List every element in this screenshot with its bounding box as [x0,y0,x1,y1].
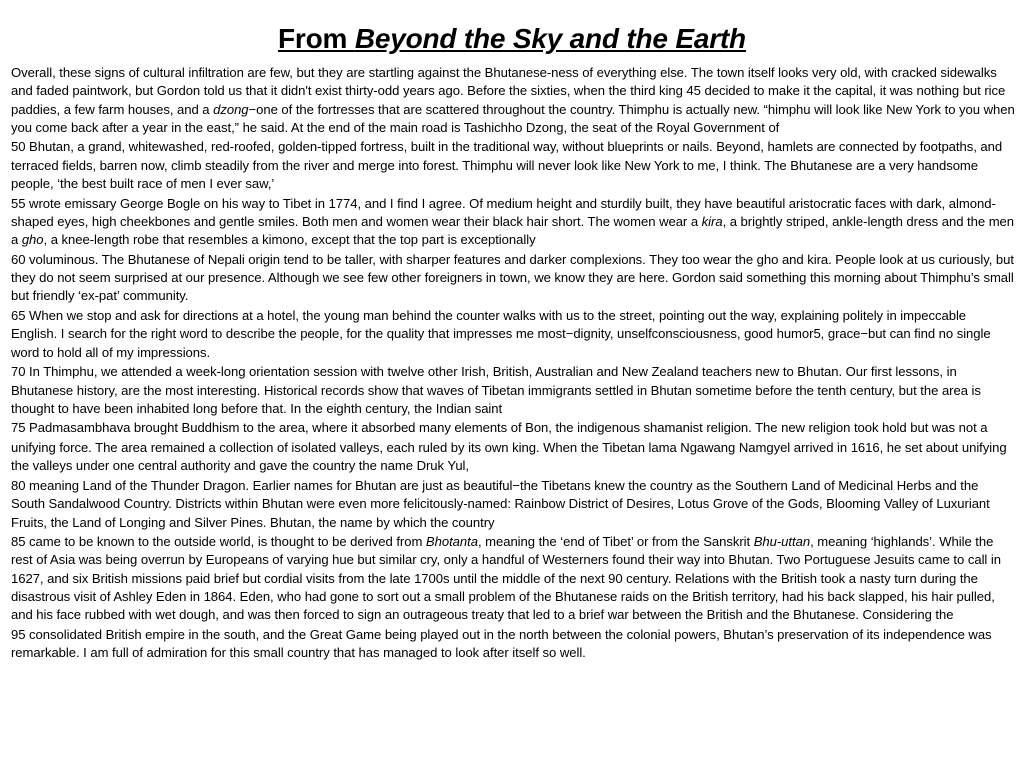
title-book-name: Beyond the Sky and the Earth [354,23,746,54]
passage-paragraph [11,307,1015,362]
paragraph-text: , meaning the ‘end of Tibet’ or from the Sanskrit [477,534,754,550]
passage-body [11,64,1015,664]
italic-term: kira [701,213,723,229]
paragraph-text: , meaning ‘highlands’. While the rest of Asia was being overrun by Europeans of varying hue but similar cry, only a handful of Westerners found their way into Bhutan. Two Portuguese Jesuits came to call in 1627, and six British missions paid brief but cordial visits from the late 1700s until the middle of the next 90 century. Relations with the British took a nasty turn during the disastrous visit of Ashley Eden in 1864. Eden, who had gone to sort out a small problem of the Bhutanese raids on the British territory, had his back slapped, his hair pulled, and his face rubbed with wet dough, and was then forced to sign an outrageous treaty that led to a brief war between the British and the Bhutanese. Considering the [11,534,1001,623]
paragraph-text: 75 Padmasambhava brought Buddhism to the area, where it absorbed many elements of Bon, the indigenous shamanist religion. The new religion took hold but was not a [11,420,988,436]
paragraph-text: , a brightly striped, ankle-length dress and the men a [11,213,1015,248]
italic-term: dzong [213,101,249,117]
italic-term: Bhu-uttan [753,534,811,550]
paragraph-text: 70 In Thimphu, we attended a week-long orientation session with twelve other Irish, British, Australian and New Zealand teachers new to Bhutan. Our first lessons, in Bhutanese history, are the most interesting. Historical records show that waves of Tibetan immigrants settled in Bhutan sometime before the tenth century, but the area is thought to have been inhabited long before that. In the eighth century, the Indian saint [11,364,981,416]
passage-paragraph [11,419,1015,437]
paragraph-text: Overall, these signs of cultural infiltration are few, but they are startling against the Bhutanese-ness of everything else. The town itself looks very old, with cracked sidewalks and faded paintwork, but Gordon told us that it didn't exist thirty-odd years ago. Before the sixties, when the third king 45 decided to make it the capital, it was nothing but rice paddies, a few farm houses, and a [11,65,1006,117]
paragraph-text: , a knee-length robe that resembles a kimono, except that the top part is exceptionally [43,232,536,248]
paragraph-text: 95 consolidated British empire in the south, and the Great Game being played out in the north between the colonial powers, Bhutan’s preservation of its independence was remarkable. I am full of admiration for this small country that has managed to look after itself so well. [11,626,992,661]
passage-paragraph [11,64,1015,137]
paragraph-text: 65 When we stop and ask for directions at a hotel, the young man behind the counter walks with us to the street, pointing out the way, explaining politely in impeccable English. I search for the right word to describe the people, for the quality that impresses me most−dignity, unselfconsciousness, good humor5, grace−but can find no single word to hold all of my impressions. [11,308,991,360]
paragraph-text: 50 Bhutan, a grand, whitewashed, red-roofed, golden-tipped fortress, built in the traditional way, without blueprints or nails. Beyond, hamlets are connected by footpaths, and terraced fields, barren now, climb steadily from the river and merge into forest. Thimphu will never look like New York to me, I think. The Bhutanese are a very handsome people, ‘the best built race of men I ever saw,’ [11,139,1003,192]
paragraph-text: 85 came to be known to the outside world, is thought to be derived from [11,534,426,550]
title-prefix: From [278,23,355,54]
passage-paragraph [11,138,1015,193]
italic-term: Bhotanta [425,534,478,550]
italic-term: gho [21,232,44,248]
passage-paragraph [11,439,1015,476]
passage-paragraph [11,195,1015,250]
document-title [0,22,1024,56]
passage-paragraph [11,251,1015,306]
paragraph-text: −one of the fortresses that are scattered throughout the country. Thimphu is actually new. “himphu will look like New York to you when you come back after a year in the east,” he said. At the end of the main road is Tashichho Dzong, the seat of the Royal Government of [11,101,1015,135]
passage-paragraph [11,533,1015,624]
passage-paragraph [11,363,1015,418]
paragraph-text: 60 voluminous. The Bhutanese of Nepali origin tend to be taller, with sharper features and darker complexions. They too wear the gho and kira. People look at us curiously, but they do not seem surprised at our presence. Although we see few other foreigners in town, we know they are here. Gordon said something this morning about Thimphu’s small but friendly ‘ex-pat’ community. [11,251,1014,304]
paragraph-text: unifying force. The area remained a collection of isolated valleys, each ruled by its own king. When the Tibetan lama Ngawang Namgyel arrived in 1616, he set about unifying the valleys under one central authority and gave the country the name Druk Yul, [11,440,1007,474]
passage-paragraph [11,626,1015,663]
paragraph-text: 80 meaning Land of the Thunder Dragon. Earlier names for Bhutan are just as beautiful−the Tibetans knew the country as the Southern Land of Medicinal Herbs and the South Sandalwood Country. Districts within Bhutan were even more felicitously-named: Rainbow District of Desires, Lotus Grove of the Gods, Blooming Valley of Luxuriant Fruits, the Land of Longing and Silver Pines. Bhutan, the name by which the country [11,477,990,530]
passage-paragraph [11,477,1015,532]
paragraph-text: 55 wrote emissary George Bogle on his way to Tibet in 1774, and I find I agree. Of medium height and sturdily built, they have beautiful aristocratic faces with dark, almond-shaped eyes, high cheekbones and gentle smiles. Both men and women wear their black hair short. The women wear a [11,195,996,229]
